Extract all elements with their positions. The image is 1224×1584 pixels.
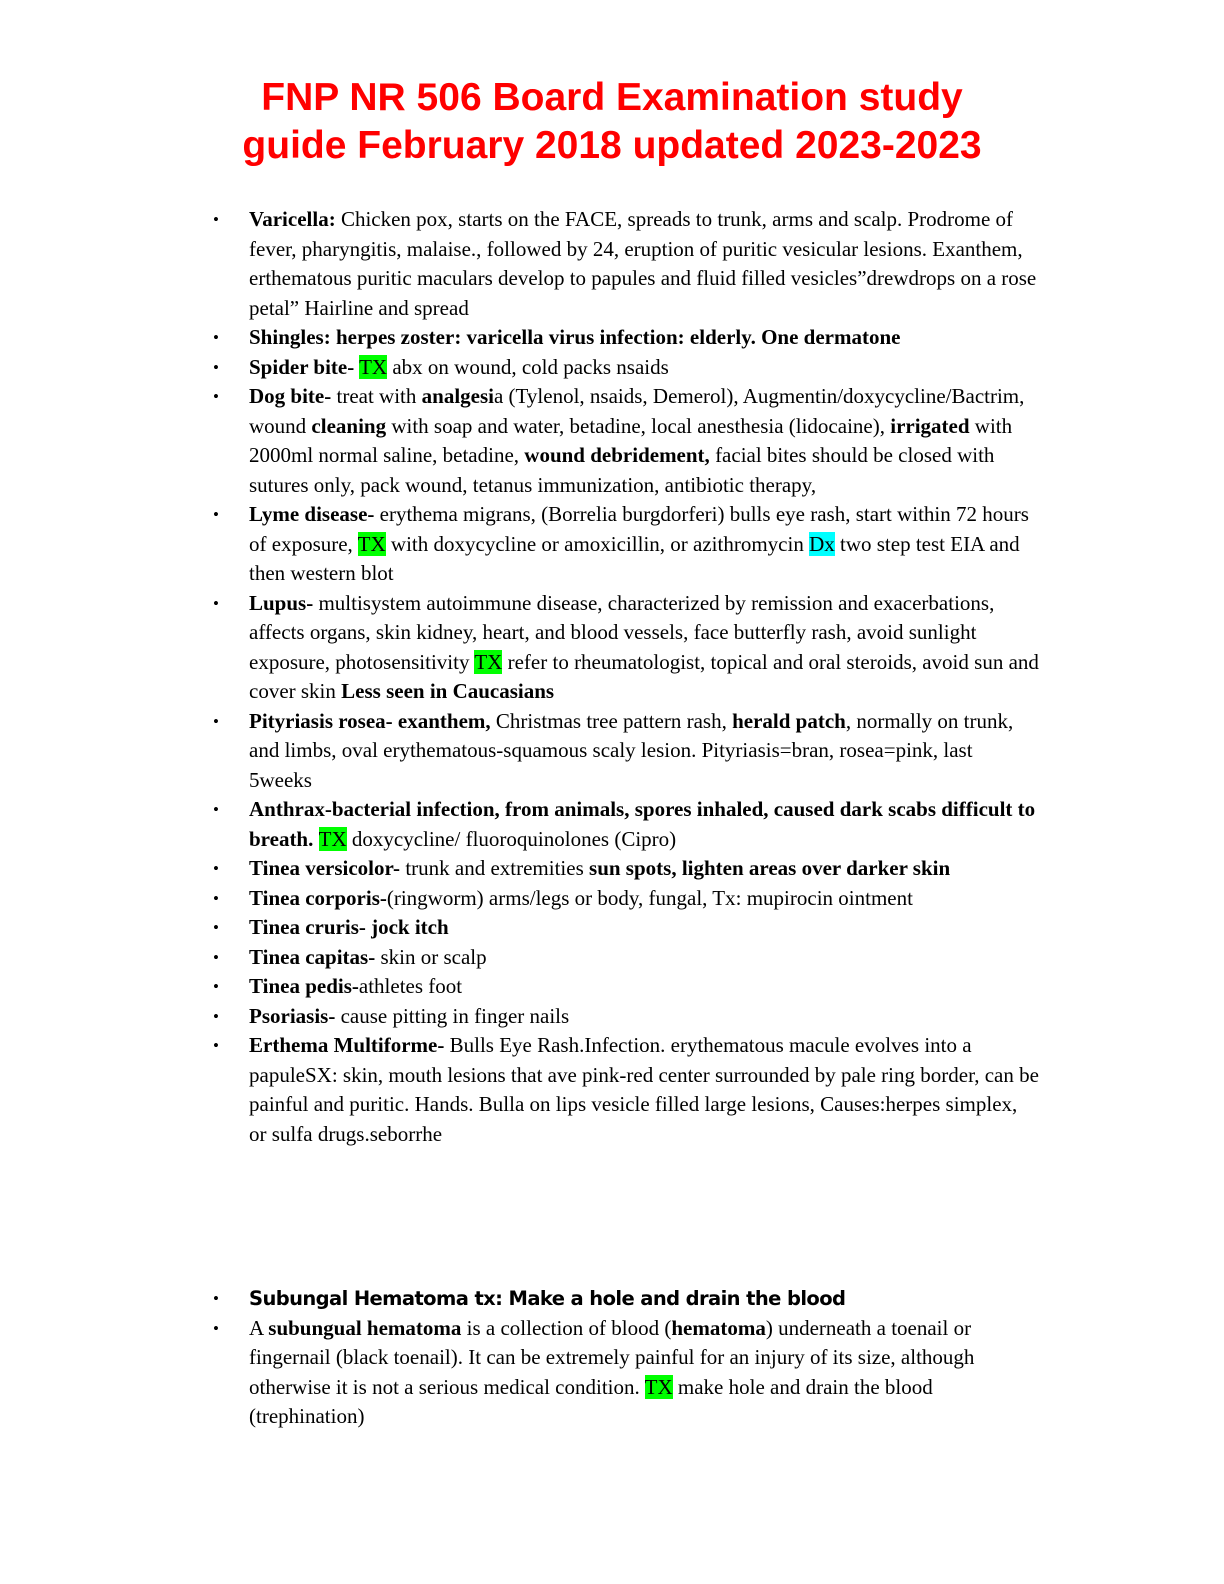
list-item-erthema-multiforme: • Erthema Multiforme- Bulls Eye Rash.Infection. erythematous macule evolves into a papuleSX: skin, mouth lesions that ave pink-red center surrounded by pale ring border, can be painful and puritic. Hands. Bulla on lips vesicle filled large lesions, Causes:herpes simplex, or sulfa drugs.seborrhe bbox=[0, 1031, 1039, 1149]
list-item-varicella: • Varicella: Chicken pox, starts on the FACE, spreads to trunk, arms and scalp. Prodrome of fever, pharyngitis, malaise., followed by 24, eruption of puritic vesicular lesions. Exanthem, erthematous puritic maculars develop to papules and fluid filled vesicles”drewdrops on a rose petal” Hairline and spread bbox=[0, 205, 1039, 323]
title-line-2: guide February 2018 updated 2023-2023 bbox=[242, 124, 982, 167]
list-item-tinea-cruris: • Tinea cruris- jock itch bbox=[0, 913, 1039, 943]
page-title bbox=[60, 74, 1164, 170]
list-item-lupus: • Lupus- multisystem autoimmune disease, characterized by remission and exacerbations, affects organs, skin kidney, heart, and blood vessels, face butterfly rash, avoid sunlight exposure, photosensitivity TX refer to rheumatologist, topical and oral steroids, avoid sun and cover skin Less seen in Caucasians bbox=[0, 589, 1039, 707]
list-item-spider-bite: • Spider bite- TX abx on wound, cold packs nsaids bbox=[0, 353, 1039, 383]
tx-highlight: TX bbox=[357, 531, 386, 556]
study-list bbox=[0, 205, 1039, 1149]
list-item-tinea-pedis: • Tinea pedis-athletes foot bbox=[0, 972, 1039, 1002]
list-item-subungual-hematoma: • A subungual hematoma is a collection of blood (hematoma) underneath a toenail or fingernail (black toenail). It can be extremely painful for an injury of its size, although otherwise it is not a serious medical condition. TX make hole and drain the blood (trephination) bbox=[0, 1314, 1039, 1432]
dx-highlight: Dx bbox=[809, 531, 835, 556]
list-item-shingles: • Shingles: herpes zoster: varicella virus infection: elderly. One dermatone bbox=[0, 323, 1039, 353]
list-item-psoriasis: • Psoriasis- cause pitting in finger nails bbox=[0, 1002, 1039, 1032]
study-list-2 bbox=[0, 1284, 1039, 1432]
list-item-lyme-disease: • Lyme disease- erythema migrans, (Borrelia burgdorferi) bulls eye rash, start within 72 hours of exposure, TX with doxycycline or amoxicillin, or azithromycin Dx two step test EIA and then western blot bbox=[0, 500, 1039, 589]
list-item-subungal-hematoma: • Subungal Hematoma tx: Make a hole and drain the blood bbox=[0, 1284, 1039, 1314]
title-line-1: FNP NR 506 Board Examination study bbox=[261, 76, 963, 119]
list-item-tinea-capitas: • Tinea capitas- skin or scalp bbox=[0, 943, 1039, 973]
list-item-pityriasis-rosea: • Pityriasis rosea- exanthem, Christmas tree pattern rash, herald patch, normally on trunk, and limbs, oval erythematous-squamous scaly lesion. Pityriasis=bran, rosea=pink, last 5weeks bbox=[0, 707, 1039, 796]
tx-highlight: TX bbox=[318, 826, 347, 851]
list-item-dog-bite: • Dog bite- treat with analgesia (Tylenol, nsaids, Demerol), Augmentin/doxycycline/Bactrim, wound cleaning with soap and water, betadine, local anesthesia (lidocaine), irrigated with 2000ml normal saline, betadine, wound debridement, facial bites should be closed with sutures only, pack wound, tetanus immunization, antibiotic therapy, bbox=[0, 382, 1039, 500]
tx-highlight: TX bbox=[644, 1374, 673, 1399]
tx-highlight: TX bbox=[474, 649, 503, 674]
list-item-tinea-versicolor: • Tinea versicolor- trunk and extremities sun spots, lighten areas over darker skin bbox=[0, 854, 1039, 884]
list-item-anthrax: • Anthrax-bacterial infection, from animals, spores inhaled, caused dark scabs difficult to breath. TX doxycycline/ fluoroquinolones (Cipro) bbox=[0, 795, 1039, 854]
tx-highlight: TX bbox=[359, 354, 388, 379]
list-item-tinea-corporis: • Tinea corporis-(ringworm) arms/legs or body, fungal, Tx: mupirocin ointment bbox=[0, 884, 1039, 914]
